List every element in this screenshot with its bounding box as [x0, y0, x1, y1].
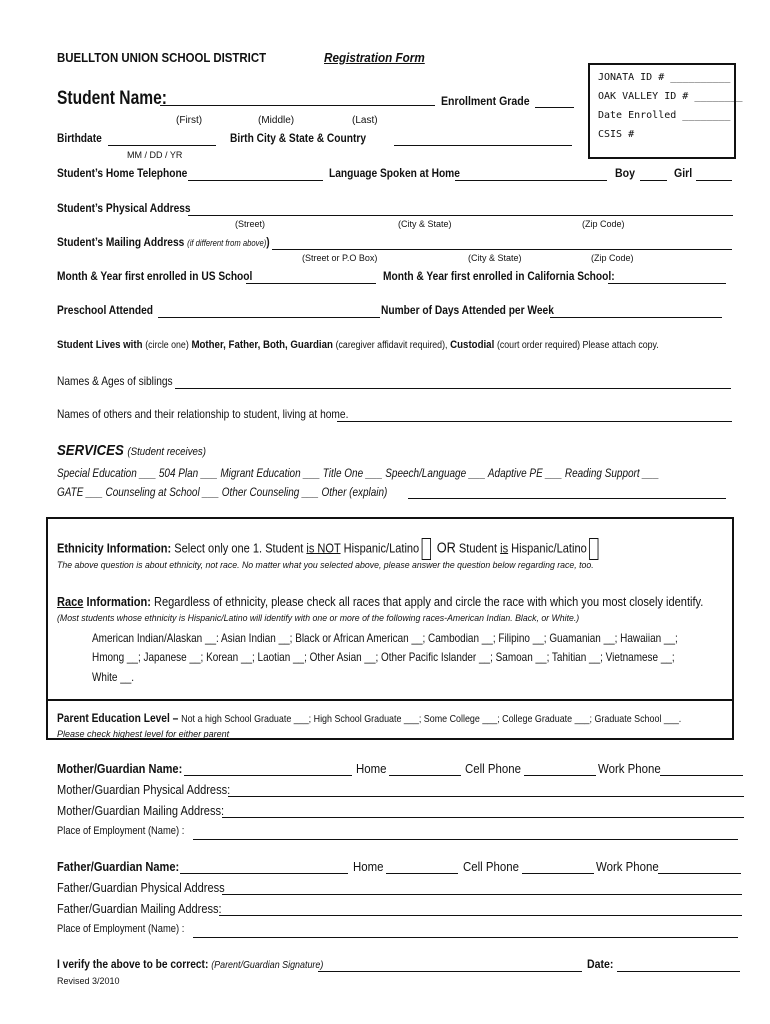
birthdate-label: Birthdate [57, 131, 102, 145]
services-other-input[interactable] [408, 487, 726, 499]
language-label: Language Spoken at Home [329, 166, 460, 180]
oak-valley-id-field[interactable]: OAK VALLEY ID # ________ [598, 91, 743, 102]
first-ca-label: Month & Year first enrolled in California School: [383, 269, 615, 283]
preschool-input[interactable] [158, 306, 380, 318]
birth-city-label: Birth City & State & Country [230, 131, 367, 145]
days-week-label: Number of Days Attended per Week [381, 303, 554, 317]
first-us-label: Month & Year first enrolled in US School [57, 269, 253, 283]
physical-address-input[interactable] [188, 204, 733, 216]
street-hint: (Street) [235, 219, 266, 229]
mother-cell-input[interactable] [524, 764, 596, 776]
father-mailing-label: Father/Guardian Mailing Address: [57, 901, 222, 916]
parent-education-row[interactable]: Parent Education Level – Not a high School Graduate ___; High School Graduate ___; Some College ___; College Graduate ___; Graduate School ___. [57, 711, 682, 725]
father-work-input[interactable] [658, 862, 741, 874]
days-week-input[interactable] [550, 306, 722, 318]
middle-hint: (Middle) [258, 115, 295, 126]
zip-hint-2: (Zip Code) [591, 253, 634, 263]
mother-work-label: Work Phone [598, 761, 661, 776]
enrollment-grade-label: Enrollment Grade [441, 94, 530, 108]
lives-with-options[interactable]: Mother, Father, Both, Guardian [191, 339, 333, 351]
verify-label: I verify the above to be correct: (Parent/Guardian Signature) [57, 957, 324, 971]
custodial-option[interactable]: Custodial [450, 339, 495, 351]
father-name-label: Father/Guardian Name: [57, 859, 180, 874]
district-name: BUELLTON UNION SCHOOL DISTRICT [57, 50, 267, 65]
father-physical-label: Father/Guardian Physical Address [57, 880, 225, 895]
father-home-label: Home [353, 859, 384, 874]
revised-date: Revised 3/2010 [57, 976, 120, 986]
mother-mailing-label: Mother/Guardian Mailing Address: [57, 803, 225, 818]
father-name-input[interactable] [180, 862, 348, 874]
mother-employment-input[interactable] [193, 828, 738, 840]
mother-physical-label: Mother/Guardian Physical Address: [57, 782, 231, 797]
form-title: Registration Form [324, 50, 425, 65]
race-options-1[interactable]: American Indian/Alaskan __: Asian Indian __; Black or African American __; Cambodian __; Filipino __; Guamanian __; Hawaiian __; [92, 631, 678, 645]
girl-input[interactable] [696, 169, 732, 181]
csis-field[interactable]: CSIS # [598, 129, 635, 140]
mother-physical-input[interactable] [228, 785, 744, 797]
others-input[interactable] [337, 410, 732, 422]
first-us-input[interactable] [246, 272, 376, 284]
race-options-3[interactable]: White __. [92, 670, 135, 684]
signature-input[interactable] [318, 960, 582, 972]
services-row-2[interactable]: GATE ___ Counseling at School ___ Other Counseling ___ Other (explain) [57, 485, 388, 499]
mailing-address-input[interactable] [272, 238, 732, 250]
ethnicity-row: Ethnicity Information: Select only one 1. Student is NOT Hispanic/Latino OR Student is Hispanic/Latino [57, 538, 601, 560]
mother-home-label: Home [356, 761, 387, 776]
physical-address-label: Student’s Physical Address [57, 201, 191, 215]
father-cell-label: Cell Phone [463, 859, 519, 874]
siblings-label: Names & Ages of siblings [57, 374, 173, 388]
date-format-hint: MM / DD / YR [127, 150, 183, 160]
birth-city-input[interactable] [394, 134, 572, 146]
first-ca-input[interactable] [608, 272, 726, 284]
mother-mailing-input[interactable] [222, 806, 744, 818]
first-hint: (First) [176, 115, 203, 126]
date-input[interactable] [617, 960, 740, 972]
mother-name-input[interactable] [184, 764, 352, 776]
boy-input[interactable] [640, 169, 667, 181]
mother-cell-label: Cell Phone [465, 761, 521, 776]
date-label: Date: [587, 957, 614, 971]
father-employment-label: Place of Employment (Name) : [57, 923, 185, 935]
enrollment-grade-input[interactable] [535, 96, 574, 108]
date-enrolled-field[interactable]: Date Enrolled ________ [598, 110, 731, 121]
parent-education-note: Please check highest level for either parent [57, 729, 230, 739]
mother-home-input[interactable] [389, 764, 461, 776]
zip-hint: (Zip Code) [582, 219, 625, 229]
home-phone-input[interactable] [188, 169, 323, 181]
services-row-1[interactable]: Special Education ___ 504 Plan ___ Migrant Education ___ Title One ___ Speech/Language ___ Adaptive PE ___ Reading Support ___ [57, 466, 660, 480]
jonata-id-field[interactable]: JONATA ID # __________ [598, 72, 731, 83]
street-po-hint: (Street or P.O Box) [302, 253, 378, 263]
not-hispanic-checkbox[interactable] [422, 538, 431, 560]
hispanic-checkbox[interactable] [589, 538, 598, 560]
student-name-label: Student Name: [57, 88, 167, 109]
language-input[interactable] [455, 169, 607, 181]
mother-work-input[interactable] [660, 764, 743, 776]
siblings-input[interactable] [175, 377, 731, 389]
birthdate-input[interactable] [108, 134, 216, 146]
race-options-2[interactable]: Hmong __; Japanese __; Korean __; Laotian __; Other Asian __; Other Pacific Islander __; Samoan __; Tahitian __; Vietnamese __; [92, 650, 675, 664]
boy-label: Boy [615, 166, 635, 180]
girl-label: Girl [674, 166, 693, 180]
home-phone-label: Student’s Home Telephone [57, 166, 188, 180]
father-physical-input[interactable] [222, 883, 742, 895]
mother-employment-label: Place of Employment (Name) : [57, 825, 185, 837]
lives-with-row: Student Lives with (circle one) Mother, Father, Both, Guardian (caregiver affidavit required), Custodial (court order required) Please attach copy. [57, 339, 659, 351]
preschool-label: Preschool Attended [57, 303, 153, 317]
last-hint: (Last) [352, 115, 378, 126]
father-home-input[interactable] [386, 862, 458, 874]
father-work-label: Work Phone [596, 859, 659, 874]
mother-name-label: Mother/Guardian Name: [57, 761, 183, 776]
others-label: Names of others and their relationship to student, living at home. [57, 407, 349, 421]
father-mailing-input[interactable] [219, 904, 742, 916]
mailing-address-label: Student’s Mailing Address (if different from above)) [57, 235, 270, 249]
services-title: SERVICES (Student receives) [57, 442, 206, 459]
city-state-hint-2: (City & State) [468, 253, 522, 263]
ethnicity-note: The above question is about ethnicity, not race. No matter what you selected above, please answer the question below regarding race, too. [57, 560, 594, 571]
city-state-hint: (City & State) [398, 219, 452, 229]
race-instruction: Race Information: Regardless of ethnicity, please check all races that apply and circle the race with which you most closely identify. [57, 594, 704, 609]
race-note: (Most students whose ethnicity is Hispanic/Latino will identify with one or more of the following races-American Indian. Black, or White.) [57, 613, 580, 624]
father-employment-input[interactable] [193, 926, 738, 938]
student-name-input[interactable] [160, 94, 435, 106]
father-cell-input[interactable] [522, 862, 594, 874]
